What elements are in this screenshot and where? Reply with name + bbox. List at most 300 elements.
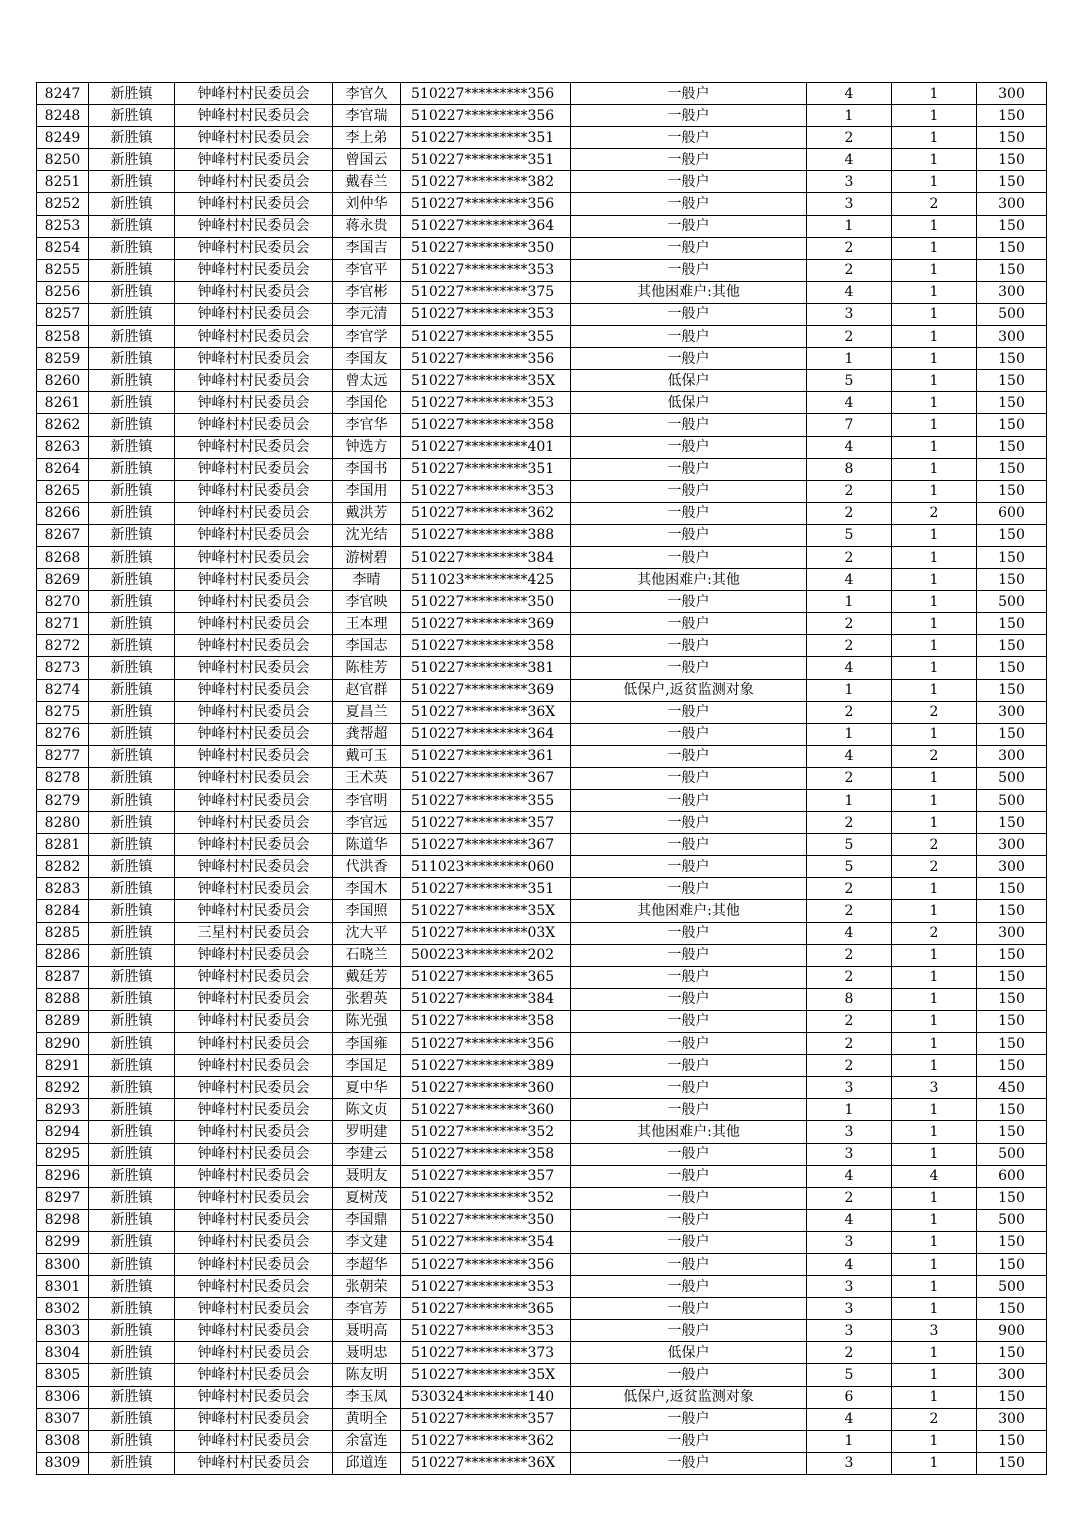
count-cell: 1 bbox=[892, 1187, 977, 1209]
village-committee-cell: 钟峰村村民委员会 bbox=[175, 215, 333, 237]
table-row bbox=[37, 1143, 1047, 1165]
name-cell: 李官远 bbox=[333, 812, 401, 834]
count-cell: 1 bbox=[892, 657, 977, 679]
amount-cell: 150 bbox=[977, 1121, 1047, 1143]
count-cell: 1 bbox=[892, 988, 977, 1010]
town-cell: 新胜镇 bbox=[89, 900, 175, 922]
town-cell: 新胜镇 bbox=[89, 1364, 175, 1386]
household-size-cell: 8 bbox=[807, 988, 892, 1010]
household-size-cell: 1 bbox=[807, 790, 892, 812]
id-number-cell: 510227*********351 bbox=[401, 149, 571, 171]
household-type-cell: 一般户 bbox=[571, 1430, 807, 1452]
row-number-cell: 8277 bbox=[37, 745, 89, 767]
village-committee-cell: 钟峰村村民委员会 bbox=[175, 679, 333, 701]
count-cell: 1 bbox=[892, 149, 977, 171]
household-type-cell: 其他困难户:其他 bbox=[571, 900, 807, 922]
count-cell: 2 bbox=[892, 1408, 977, 1430]
amount-cell: 300 bbox=[977, 745, 1047, 767]
id-number-cell: 510227*********35X bbox=[401, 370, 571, 392]
row-number-cell: 8253 bbox=[37, 215, 89, 237]
amount-cell: 300 bbox=[977, 834, 1047, 856]
town-cell: 新胜镇 bbox=[89, 812, 175, 834]
id-number-cell: 510227*********351 bbox=[401, 458, 571, 480]
amount-cell: 150 bbox=[977, 1452, 1047, 1474]
household-size-cell: 2 bbox=[807, 1342, 892, 1364]
table-row bbox=[37, 237, 1047, 259]
name-cell: 聂明友 bbox=[333, 1165, 401, 1187]
id-number-cell: 510227*********384 bbox=[401, 988, 571, 1010]
village-committee-cell: 钟峰村村民委员会 bbox=[175, 1165, 333, 1187]
table-row bbox=[37, 1298, 1047, 1320]
table-row bbox=[37, 281, 1047, 303]
table-row bbox=[37, 348, 1047, 370]
id-number-cell: 510227*********36X bbox=[401, 1452, 571, 1474]
household-size-cell: 5 bbox=[807, 834, 892, 856]
count-cell: 1 bbox=[892, 171, 977, 193]
table-row bbox=[37, 1408, 1047, 1430]
count-cell: 1 bbox=[892, 215, 977, 237]
household-size-cell: 2 bbox=[807, 237, 892, 259]
name-cell: 罗明建 bbox=[333, 1121, 401, 1143]
count-cell: 1 bbox=[892, 966, 977, 988]
id-number-cell: 510227*********364 bbox=[401, 215, 571, 237]
count-cell: 3 bbox=[892, 1077, 977, 1099]
name-cell: 龚帮超 bbox=[333, 723, 401, 745]
count-cell: 1 bbox=[892, 1452, 977, 1474]
name-cell: 李国用 bbox=[333, 480, 401, 502]
household-size-cell: 2 bbox=[807, 480, 892, 502]
household-type-cell: 低保户 bbox=[571, 370, 807, 392]
count-cell: 1 bbox=[892, 259, 977, 281]
row-number-cell: 8297 bbox=[37, 1187, 89, 1209]
town-cell: 新胜镇 bbox=[89, 966, 175, 988]
count-cell: 1 bbox=[892, 1099, 977, 1121]
id-number-cell: 510227*********355 bbox=[401, 790, 571, 812]
table-row bbox=[37, 966, 1047, 988]
count-cell: 1 bbox=[892, 1364, 977, 1386]
row-number-cell: 8308 bbox=[37, 1430, 89, 1452]
name-cell: 李官映 bbox=[333, 591, 401, 613]
amount-cell: 300 bbox=[977, 83, 1047, 105]
household-size-cell: 2 bbox=[807, 878, 892, 900]
row-number-cell: 8305 bbox=[37, 1364, 89, 1386]
amount-cell: 150 bbox=[977, 613, 1047, 635]
town-cell: 新胜镇 bbox=[89, 370, 175, 392]
town-cell: 新胜镇 bbox=[89, 679, 175, 701]
row-number-cell: 8257 bbox=[37, 303, 89, 325]
amount-cell: 150 bbox=[977, 524, 1047, 546]
name-cell: 刘仲华 bbox=[333, 193, 401, 215]
count-cell: 1 bbox=[892, 1143, 977, 1165]
name-cell: 李上弟 bbox=[333, 127, 401, 149]
household-type-cell: 一般户 bbox=[571, 1209, 807, 1231]
table-row bbox=[37, 259, 1047, 281]
amount-cell: 150 bbox=[977, 569, 1047, 591]
name-cell: 沈大平 bbox=[333, 922, 401, 944]
household-size-cell: 5 bbox=[807, 524, 892, 546]
village-committee-cell: 钟峰村村民委员会 bbox=[175, 392, 333, 414]
id-number-cell: 510227*********367 bbox=[401, 767, 571, 789]
id-number-cell: 510227*********353 bbox=[401, 1276, 571, 1298]
town-cell: 新胜镇 bbox=[89, 524, 175, 546]
row-number-cell: 8309 bbox=[37, 1452, 89, 1474]
amount-cell: 150 bbox=[977, 679, 1047, 701]
id-number-cell: 510227*********358 bbox=[401, 1010, 571, 1032]
row-number-cell: 8274 bbox=[37, 679, 89, 701]
table-row bbox=[37, 1364, 1047, 1386]
town-cell: 新胜镇 bbox=[89, 1386, 175, 1408]
household-type-cell: 一般户 bbox=[571, 215, 807, 237]
household-size-cell: 1 bbox=[807, 723, 892, 745]
id-number-cell: 510227*********356 bbox=[401, 1033, 571, 1055]
household-type-cell: 一般户 bbox=[571, 767, 807, 789]
household-type-cell: 一般户 bbox=[571, 149, 807, 171]
village-committee-cell: 钟峰村村民委员会 bbox=[175, 1010, 333, 1032]
town-cell: 新胜镇 bbox=[89, 1298, 175, 1320]
count-cell: 1 bbox=[892, 348, 977, 370]
household-size-cell: 2 bbox=[807, 767, 892, 789]
name-cell: 蒋永贵 bbox=[333, 215, 401, 237]
household-type-cell: 一般户 bbox=[571, 237, 807, 259]
count-cell: 1 bbox=[892, 591, 977, 613]
count-cell: 1 bbox=[892, 436, 977, 458]
count-cell: 1 bbox=[892, 370, 977, 392]
village-committee-cell: 钟峰村村民委员会 bbox=[175, 1430, 333, 1452]
name-cell: 夏昌兰 bbox=[333, 701, 401, 723]
amount-cell: 150 bbox=[977, 812, 1047, 834]
name-cell: 戴廷芳 bbox=[333, 966, 401, 988]
name-cell: 李文建 bbox=[333, 1231, 401, 1253]
household-type-cell: 一般户 bbox=[571, 591, 807, 613]
village-committee-cell: 钟峰村村民委员会 bbox=[175, 1364, 333, 1386]
village-committee-cell: 钟峰村村民委员会 bbox=[175, 966, 333, 988]
household-size-cell: 7 bbox=[807, 414, 892, 436]
count-cell: 1 bbox=[892, 900, 977, 922]
table-row bbox=[37, 524, 1047, 546]
amount-cell: 150 bbox=[977, 988, 1047, 1010]
name-cell: 李官学 bbox=[333, 326, 401, 348]
id-number-cell: 510227*********350 bbox=[401, 591, 571, 613]
amount-cell: 150 bbox=[977, 480, 1047, 502]
village-committee-cell: 钟峰村村民委员会 bbox=[175, 1386, 333, 1408]
village-committee-cell: 钟峰村村民委员会 bbox=[175, 1033, 333, 1055]
row-number-cell: 8275 bbox=[37, 701, 89, 723]
row-number-cell: 8255 bbox=[37, 259, 89, 281]
count-cell: 1 bbox=[892, 105, 977, 127]
village-committee-cell: 钟峰村村民委员会 bbox=[175, 1187, 333, 1209]
household-type-cell: 一般户 bbox=[571, 966, 807, 988]
row-number-cell: 8290 bbox=[37, 1033, 89, 1055]
household-size-cell: 3 bbox=[807, 303, 892, 325]
household-size-cell: 3 bbox=[807, 1276, 892, 1298]
amount-cell: 300 bbox=[977, 281, 1047, 303]
household-size-cell: 2 bbox=[807, 546, 892, 568]
amount-cell: 150 bbox=[977, 105, 1047, 127]
row-number-cell: 8296 bbox=[37, 1165, 89, 1187]
village-committee-cell: 钟峰村村民委员会 bbox=[175, 1055, 333, 1077]
amount-cell: 150 bbox=[977, 458, 1047, 480]
amount-cell: 150 bbox=[977, 171, 1047, 193]
amount-cell: 150 bbox=[977, 1298, 1047, 1320]
town-cell: 新胜镇 bbox=[89, 237, 175, 259]
village-committee-cell: 钟峰村村民委员会 bbox=[175, 326, 333, 348]
village-committee-cell: 钟峰村村民委员会 bbox=[175, 613, 333, 635]
village-committee-cell: 钟峰村村民委员会 bbox=[175, 701, 333, 723]
household-type-cell: 一般户 bbox=[571, 1452, 807, 1474]
row-number-cell: 8303 bbox=[37, 1320, 89, 1342]
row-number-cell: 8269 bbox=[37, 569, 89, 591]
amount-cell: 150 bbox=[977, 1386, 1047, 1408]
household-type-cell: 一般户 bbox=[571, 502, 807, 524]
name-cell: 李超华 bbox=[333, 1253, 401, 1275]
id-number-cell: 510227*********356 bbox=[401, 348, 571, 370]
village-committee-cell: 钟峰村村民委员会 bbox=[175, 1408, 333, 1430]
count-cell: 1 bbox=[892, 1033, 977, 1055]
amount-cell: 500 bbox=[977, 790, 1047, 812]
village-committee-cell: 钟峰村村民委员会 bbox=[175, 900, 333, 922]
id-number-cell: 510227*********356 bbox=[401, 193, 571, 215]
count-cell: 1 bbox=[892, 1298, 977, 1320]
name-cell: 戴洪芳 bbox=[333, 502, 401, 524]
table-row bbox=[37, 480, 1047, 502]
name-cell: 夏树茂 bbox=[333, 1187, 401, 1209]
name-cell: 游树碧 bbox=[333, 546, 401, 568]
table-row bbox=[37, 1209, 1047, 1231]
amount-cell: 300 bbox=[977, 1364, 1047, 1386]
household-size-cell: 3 bbox=[807, 1231, 892, 1253]
id-number-cell: 510227*********369 bbox=[401, 679, 571, 701]
table-row bbox=[37, 1033, 1047, 1055]
town-cell: 新胜镇 bbox=[89, 1010, 175, 1032]
village-committee-cell: 钟峰村村民委员会 bbox=[175, 524, 333, 546]
name-cell: 陈道华 bbox=[333, 834, 401, 856]
table-row bbox=[37, 326, 1047, 348]
table-row bbox=[37, 1386, 1047, 1408]
id-number-cell: 510227*********357 bbox=[401, 1408, 571, 1430]
count-cell: 1 bbox=[892, 1055, 977, 1077]
count-cell: 1 bbox=[892, 524, 977, 546]
count-cell: 1 bbox=[892, 790, 977, 812]
amount-cell: 150 bbox=[977, 237, 1047, 259]
amount-cell: 150 bbox=[977, 966, 1047, 988]
amount-cell: 150 bbox=[977, 436, 1047, 458]
table-row bbox=[37, 1099, 1047, 1121]
count-cell: 1 bbox=[892, 480, 977, 502]
town-cell: 新胜镇 bbox=[89, 1342, 175, 1364]
count-cell: 1 bbox=[892, 613, 977, 635]
id-number-cell: 510227*********353 bbox=[401, 259, 571, 281]
name-cell: 王术英 bbox=[333, 767, 401, 789]
row-number-cell: 8254 bbox=[37, 237, 89, 259]
count-cell: 1 bbox=[892, 127, 977, 149]
household-type-cell: 一般户 bbox=[571, 878, 807, 900]
table-row bbox=[37, 149, 1047, 171]
id-number-cell: 510227*********365 bbox=[401, 966, 571, 988]
household-type-cell: 一般户 bbox=[571, 1010, 807, 1032]
amount-cell: 300 bbox=[977, 193, 1047, 215]
name-cell: 黄明全 bbox=[333, 1408, 401, 1430]
id-number-cell: 510227*********367 bbox=[401, 834, 571, 856]
village-committee-cell: 钟峰村村民委员会 bbox=[175, 1121, 333, 1143]
table-row bbox=[37, 1231, 1047, 1253]
town-cell: 新胜镇 bbox=[89, 83, 175, 105]
household-type-cell: 一般户 bbox=[571, 1320, 807, 1342]
household-type-cell: 一般户 bbox=[571, 1033, 807, 1055]
table-row bbox=[37, 613, 1047, 635]
household-size-cell: 4 bbox=[807, 745, 892, 767]
household-type-cell: 一般户 bbox=[571, 944, 807, 966]
id-number-cell: 510227*********350 bbox=[401, 1209, 571, 1231]
amount-cell: 150 bbox=[977, 348, 1047, 370]
count-cell: 1 bbox=[892, 1386, 977, 1408]
household-size-cell: 5 bbox=[807, 1364, 892, 1386]
table-row bbox=[37, 569, 1047, 591]
household-size-cell: 4 bbox=[807, 1408, 892, 1430]
household-type-cell: 一般户 bbox=[571, 193, 807, 215]
household-type-cell: 一般户 bbox=[571, 1055, 807, 1077]
household-size-cell: 3 bbox=[807, 193, 892, 215]
name-cell: 聂明忠 bbox=[333, 1342, 401, 1364]
village-committee-cell: 钟峰村村民委员会 bbox=[175, 812, 333, 834]
count-cell: 1 bbox=[892, 1342, 977, 1364]
table-row bbox=[37, 856, 1047, 878]
town-cell: 新胜镇 bbox=[89, 502, 175, 524]
household-size-cell: 1 bbox=[807, 1430, 892, 1452]
village-committee-cell: 钟峰村村民委员会 bbox=[175, 546, 333, 568]
amount-cell: 150 bbox=[977, 1099, 1047, 1121]
table-row bbox=[37, 1165, 1047, 1187]
town-cell: 新胜镇 bbox=[89, 149, 175, 171]
table-row bbox=[37, 458, 1047, 480]
id-number-cell: 510227*********356 bbox=[401, 1253, 571, 1275]
town-cell: 新胜镇 bbox=[89, 546, 175, 568]
name-cell: 李官华 bbox=[333, 414, 401, 436]
table-row bbox=[37, 1121, 1047, 1143]
town-cell: 新胜镇 bbox=[89, 281, 175, 303]
id-number-cell: 510227*********362 bbox=[401, 502, 571, 524]
household-type-cell: 一般户 bbox=[571, 723, 807, 745]
village-committee-cell: 钟峰村村民委员会 bbox=[175, 237, 333, 259]
id-number-cell: 510227*********353 bbox=[401, 392, 571, 414]
household-size-cell: 1 bbox=[807, 591, 892, 613]
town-cell: 新胜镇 bbox=[89, 326, 175, 348]
row-number-cell: 8299 bbox=[37, 1231, 89, 1253]
household-type-cell: 一般户 bbox=[571, 414, 807, 436]
name-cell: 夏中华 bbox=[333, 1077, 401, 1099]
id-number-cell: 510227*********358 bbox=[401, 1143, 571, 1165]
row-number-cell: 8289 bbox=[37, 1010, 89, 1032]
amount-cell: 500 bbox=[977, 1209, 1047, 1231]
town-cell: 新胜镇 bbox=[89, 856, 175, 878]
row-number-cell: 8282 bbox=[37, 856, 89, 878]
amount-cell: 150 bbox=[977, 1430, 1047, 1452]
household-size-cell: 2 bbox=[807, 259, 892, 281]
village-committee-cell: 钟峰村村民委员会 bbox=[175, 834, 333, 856]
household-type-cell: 一般户 bbox=[571, 127, 807, 149]
id-number-cell: 510227*********389 bbox=[401, 1055, 571, 1077]
row-number-cell: 8306 bbox=[37, 1386, 89, 1408]
household-size-cell: 2 bbox=[807, 812, 892, 834]
town-cell: 新胜镇 bbox=[89, 1077, 175, 1099]
table-row bbox=[37, 1077, 1047, 1099]
id-number-cell: 510227*********355 bbox=[401, 326, 571, 348]
id-number-cell: 510227*********357 bbox=[401, 812, 571, 834]
id-number-cell: 510227*********357 bbox=[401, 1165, 571, 1187]
row-number-cell: 8270 bbox=[37, 591, 89, 613]
household-size-cell: 8 bbox=[807, 458, 892, 480]
household-type-cell: 一般户 bbox=[571, 745, 807, 767]
amount-cell: 150 bbox=[977, 127, 1047, 149]
household-type-cell: 一般户 bbox=[571, 259, 807, 281]
amount-cell: 500 bbox=[977, 303, 1047, 325]
household-size-cell: 4 bbox=[807, 83, 892, 105]
count-cell: 1 bbox=[892, 303, 977, 325]
amount-cell: 150 bbox=[977, 657, 1047, 679]
id-number-cell: 510227*********35X bbox=[401, 1364, 571, 1386]
count-cell: 1 bbox=[892, 944, 977, 966]
town-cell: 新胜镇 bbox=[89, 591, 175, 613]
household-type-cell: 一般户 bbox=[571, 171, 807, 193]
name-cell: 钟选方 bbox=[333, 436, 401, 458]
town-cell: 新胜镇 bbox=[89, 1033, 175, 1055]
id-number-cell: 510227*********353 bbox=[401, 303, 571, 325]
row-number-cell: 8287 bbox=[37, 966, 89, 988]
town-cell: 新胜镇 bbox=[89, 944, 175, 966]
amount-cell: 150 bbox=[977, 1342, 1047, 1364]
town-cell: 新胜镇 bbox=[89, 723, 175, 745]
town-cell: 新胜镇 bbox=[89, 569, 175, 591]
amount-cell: 300 bbox=[977, 701, 1047, 723]
count-cell: 1 bbox=[892, 237, 977, 259]
name-cell: 李国雍 bbox=[333, 1033, 401, 1055]
count-cell: 1 bbox=[892, 281, 977, 303]
village-committee-cell: 钟峰村村民委员会 bbox=[175, 569, 333, 591]
row-number-cell: 8265 bbox=[37, 480, 89, 502]
household-size-cell: 5 bbox=[807, 370, 892, 392]
town-cell: 新胜镇 bbox=[89, 1231, 175, 1253]
amount-cell: 150 bbox=[977, 1010, 1047, 1032]
id-number-cell: 510227*********360 bbox=[401, 1077, 571, 1099]
name-cell: 曾太远 bbox=[333, 370, 401, 392]
village-committee-cell: 钟峰村村民委员会 bbox=[175, 767, 333, 789]
id-number-cell: 510227*********353 bbox=[401, 480, 571, 502]
row-number-cell: 8261 bbox=[37, 392, 89, 414]
table-row bbox=[37, 723, 1047, 745]
town-cell: 新胜镇 bbox=[89, 613, 175, 635]
name-cell: 王本理 bbox=[333, 613, 401, 635]
count-cell: 1 bbox=[892, 1253, 977, 1275]
town-cell: 新胜镇 bbox=[89, 1165, 175, 1187]
village-committee-cell: 钟峰村村民委员会 bbox=[175, 1231, 333, 1253]
id-number-cell: 510227*********350 bbox=[401, 237, 571, 259]
id-number-cell: 510227*********353 bbox=[401, 1320, 571, 1342]
name-cell: 沈光结 bbox=[333, 524, 401, 546]
village-committee-cell: 钟峰村村民委员会 bbox=[175, 281, 333, 303]
village-committee-cell: 钟峰村村民委员会 bbox=[175, 259, 333, 281]
household-type-cell: 一般户 bbox=[571, 1276, 807, 1298]
household-size-cell: 2 bbox=[807, 1187, 892, 1209]
name-cell: 代洪香 bbox=[333, 856, 401, 878]
town-cell: 新胜镇 bbox=[89, 878, 175, 900]
household-size-cell: 1 bbox=[807, 1099, 892, 1121]
row-number-cell: 8250 bbox=[37, 149, 89, 171]
table-row bbox=[37, 105, 1047, 127]
village-committee-cell: 钟峰村村民委员会 bbox=[175, 856, 333, 878]
row-number-cell: 8307 bbox=[37, 1408, 89, 1430]
id-number-cell: 500223*********202 bbox=[401, 944, 571, 966]
amount-cell: 150 bbox=[977, 149, 1047, 171]
household-size-cell: 4 bbox=[807, 281, 892, 303]
